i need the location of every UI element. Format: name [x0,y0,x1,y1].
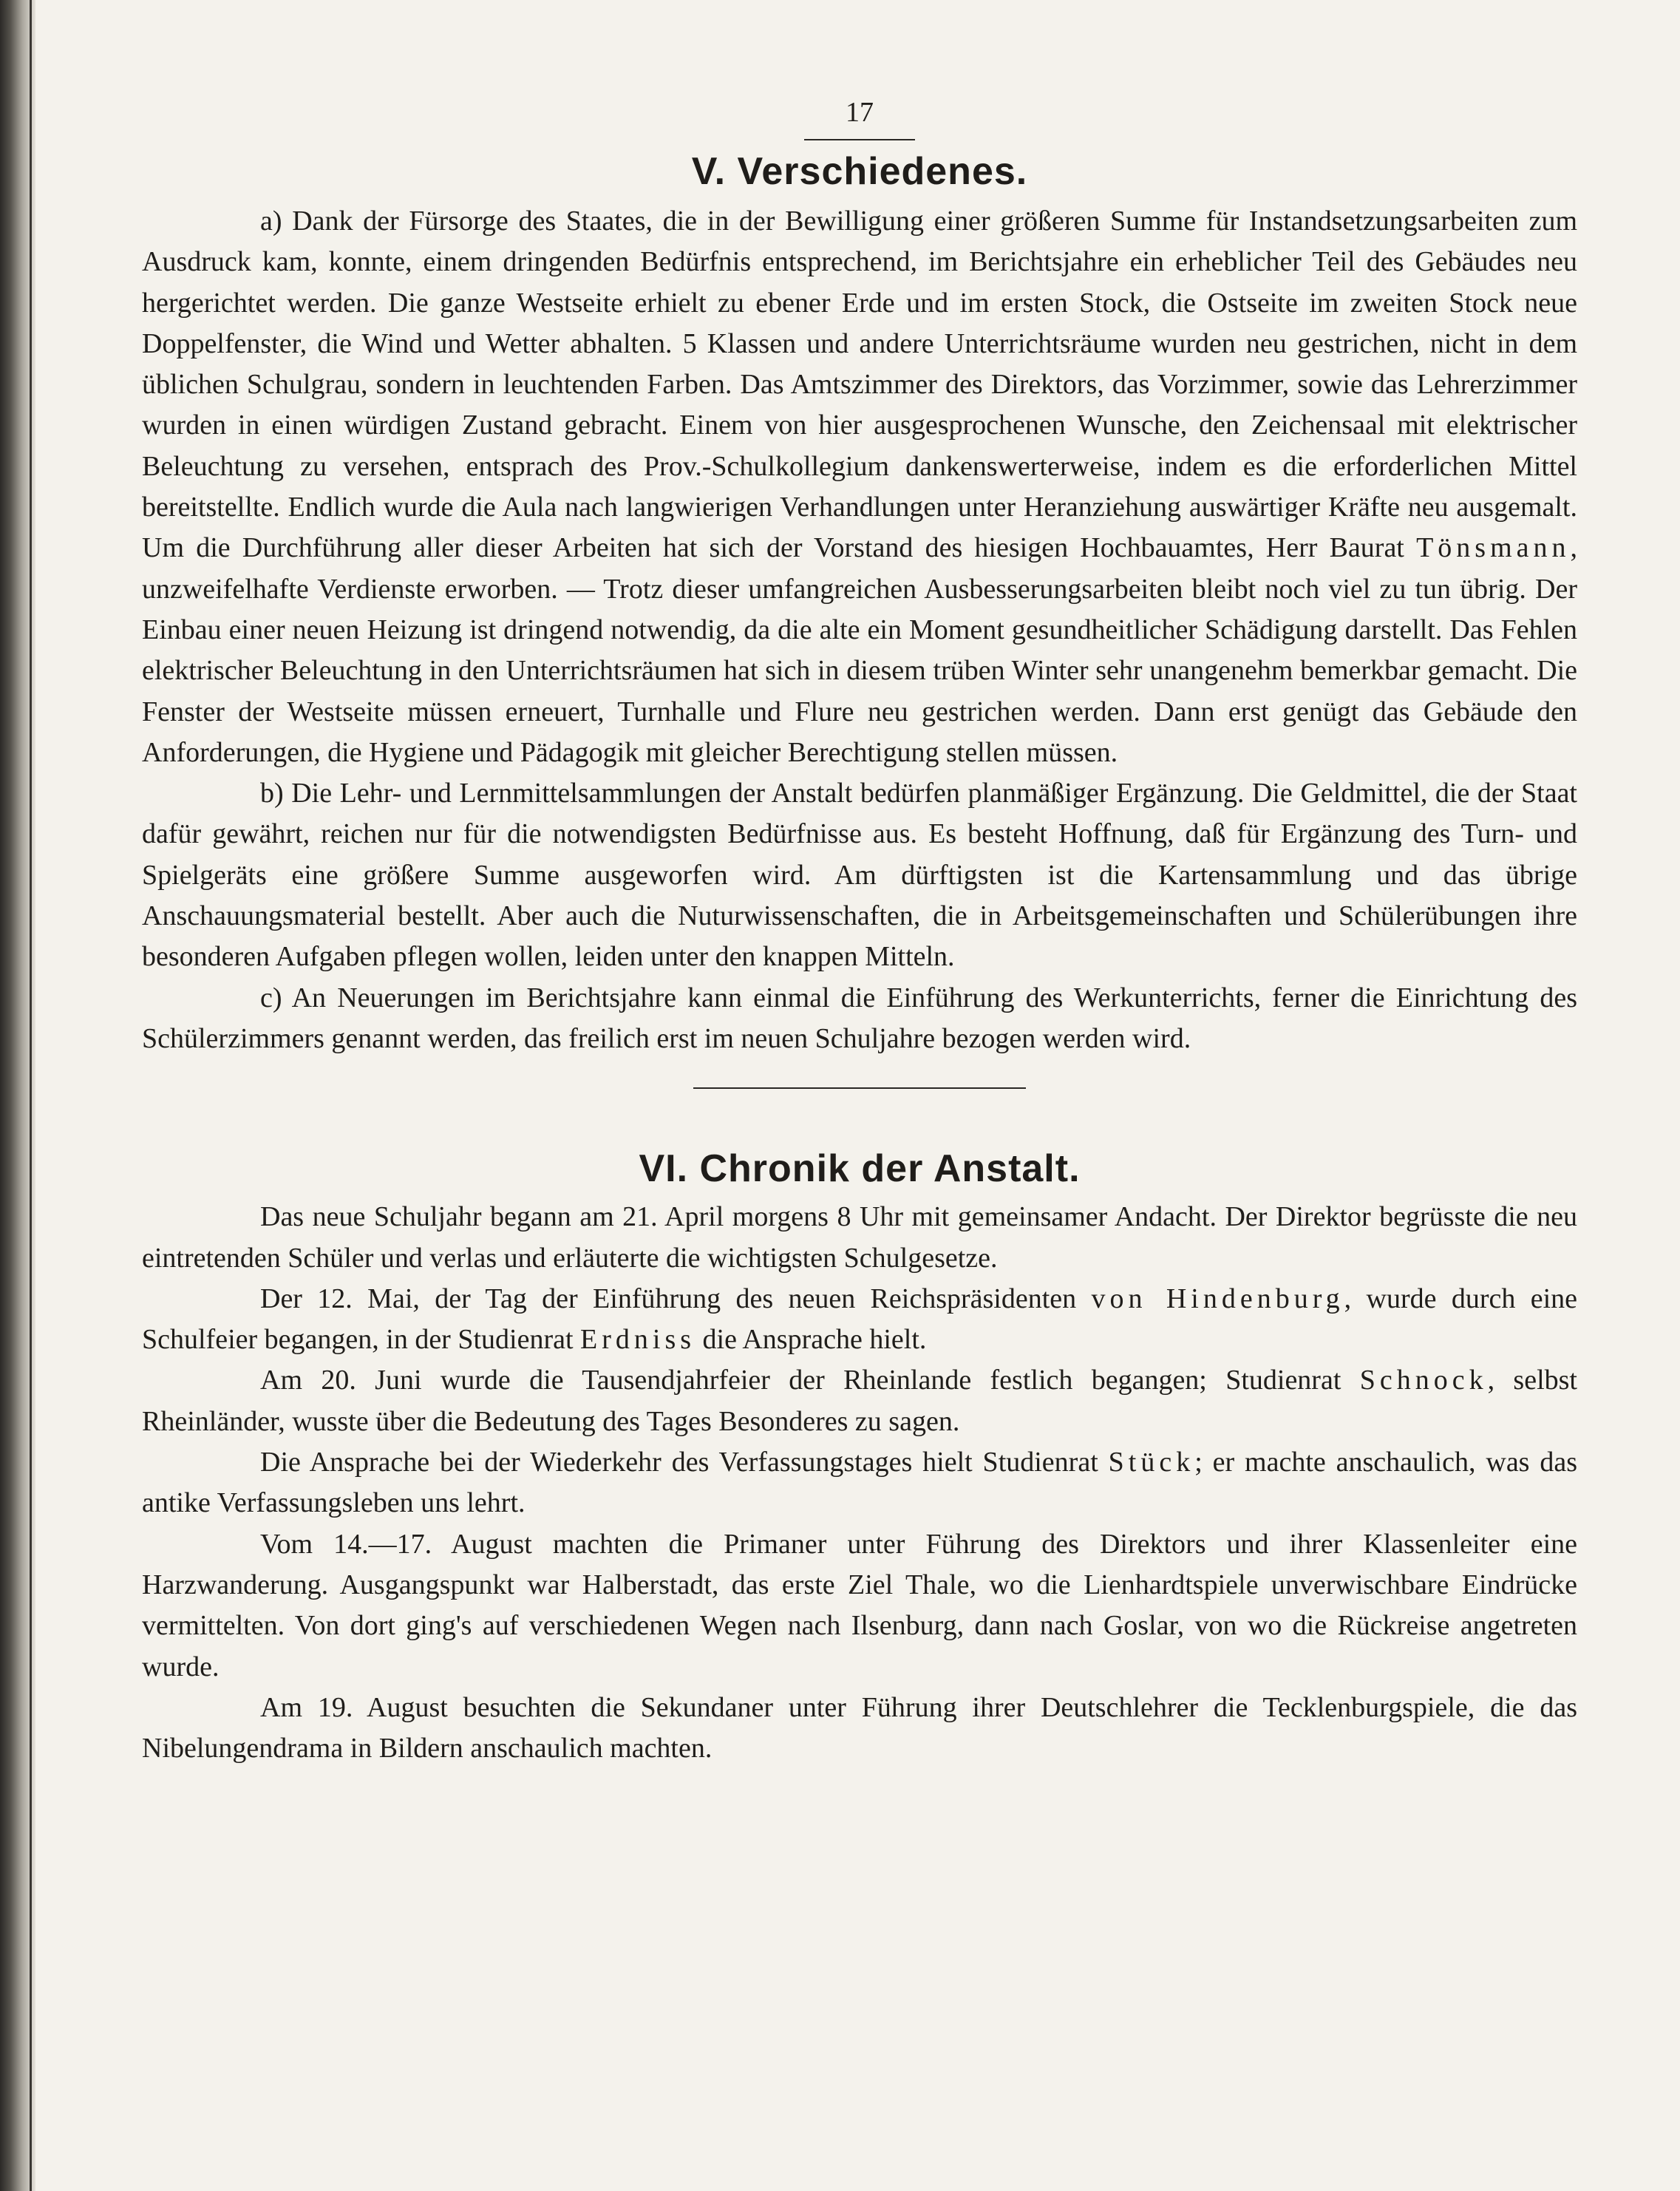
para-2-text-c: die Ansprache hielt. [696,1324,927,1356]
page-number: 17 [846,97,874,128]
para-3-text-a: Am 20. Juni wurde die Tausendjahrfeier der Rheinlande festlich begangen; Studienrat [260,1365,1360,1396]
name-stueck: Stück [1108,1447,1195,1478]
name-schnock: Schnock [1359,1365,1488,1396]
chronicle-paragraph-1: Das neue Schuljahr begann am 21. April morgens 8 Uhr mit gemeinsamer Andacht. Der Direktor begrüsste die neu eintretenden Schüler und verlas und erläuterte die wichtigsten Schulgesetze. [142,1201,1577,1274]
section-5-heading: V. Verschiedenes. [691,150,1028,193]
name-erdniss: Erdniss [580,1324,696,1356]
para-2-text-b: , wurde durch eine Schulfeier begangen, in der Studienrat [142,1283,1577,1356]
section-5-paragraph-c: c) An Neuerungen im Berichtsjahre kann einmal die Einführung des Werkunterrichts, ferner die Einrichtung des Schülerzimmers genannt werden, das freilich erst im neuen Schuljahre bezogen werden wird. [142,982,1577,1054]
para-a-rest: , unzweifelhafte Verdienste erworben. — Trotz dieser umfangreichen Ausbesserungsarbeiten bleibt noch viel zu tun übrig. Der Einbau einer neuen Heizung ist dringend notwendig, da die alte ein Moment gesundheitlicher Schädigung darstellt. Das Fehlen elektrischer Beleuchtung in den Unterrichtsräumen hat sich in diesem trüben Winter sehr unangenehm bemerkbar gemacht. Die Fenster der Westseite müssen erneuert, Turnhalle und Flure neu gestrichen werden. Dann erst genügt das Gebäude den Anforderungen, die Hygiene und Pädagogik mit gleicher Berechtigung stellen müssen. [142,532,1577,768]
section-6-heading: VI. Chronik der Anstalt. [639,1147,1081,1191]
chronicle-paragraph-3 [142,1360,1577,1442]
document-page [142,96,1577,1769]
section-5-paragraph-b: b) Die Lehr- und Lernmittelsammlungen der Anstalt bedürfen planmäßiger Ergänzung. Die Geldmittel, die der Staat dafür gewährt, reichen nur für die notwendigsten Bedürfnisse aus. Es besteht Hoffnung, daß für Ergänzung des Turn- und Spielgeräts eine größere Summe ausgeworfen wird. Am dürftigsten ist die Kartensammlung und das übrige Anschauungsmaterial bestellt. Aber auch die Nuturwissenschaften, die in Arbeitsgemeinschaften und Schülerübungen ihre besonderen Aufgaben pflegen wollen, leiden unter den knappen Mitteln. [142,778,1577,973]
para-3-text-b: , selbst Rheinländer, wusste über die Bedeutung des Tages Besonderes zu sagen. [142,1365,1577,1437]
chronicle-paragraph-2 [142,1279,1577,1361]
para-4-text-a: Die Ansprache bei der Wiederkehr des Verfassungstages hielt Studienrat [260,1447,1109,1478]
para-a-text: a) Dank der Fürsorge des Staates, die in der Bewilligung einer größeren Summe für Instandsetzungsarbeiten zum Ausdruck kam, konnte, einem dringenden Bedürfnis entsprechend, im Berichtsjahre ein erheblicher Teil des Gebäudes neu hergerichtet werden. Die ganze Westseite erhielt zu ebener Erde und im ersten Stock, die Ostseite im zweiten Stock neue Doppelfenster, die Wind und Wetter abhalten. 5 Klassen und andere Unterrichtsräume wurden neu gestrichen, nicht in dem üblichen Schulgrau, sondern in leuchtenden Farben. Das Amtszimmer des Direktors, das Vorzimmer, sowie das Lehrerzimmer wurden in einen würdigen Zustand gebracht. Einem von hier ausgesprochenen Wunsche, den Zeichensaal mit elektrischer Beleuchtung zu versehen, entsprach des Prov.-Schulkollegium dankenswerterweise, indem es die erforderlichen Mittel bereitstellte. Endlich wurde die Aula nach langwierigen Verhandlungen unter Heranziehung auswärtiger Kräfte neu ausgemalt. Um die Durchführung aller dieser Arbeiten hat sich der Vorstand des hiesigen Hochbauamtes, Herr Baurat [142,205,1577,564]
chronicle-paragraph-5: Vom 14.—17. August machten die Primaner unter Führung des Direktors und ihrer Klassenleiter eine Harzwanderung. Ausgangspunkt war Halberstadt, das erste Ziel Thale, wo die Lienhardtspiele unverwischbare Eindrücke vermittelten. Von dort ging's auf verschiedenen Wegen nach Ilsenburg, dann nach Goslar, von wo die Rückreise angetreten wurde. [142,1528,1577,1682]
chronicle-paragraph-4 [142,1442,1577,1524]
binding-line [30,0,32,2191]
section-divider [693,1087,1026,1089]
name-hindenburg: von Hindenburg [1091,1283,1344,1314]
name-toensmann: Tönsmann [1416,532,1571,564]
section-5-paragraph-a [142,201,1577,773]
para-4-text-b: ; er machte anschaulich, was das antike Verfassungsleben uns lehrt. [142,1447,1578,1519]
chronicle-paragraph-6: Am 19. August besuchten die Sekundaner unter Führung ihrer Deutschlehrer die Tecklenburgspiele, die das Nibelungendrama in Bildern anschaulich machten. [142,1691,1577,1764]
page-number-rule [804,139,915,140]
para-2-text-a: Der 12. Mai, der Tag der Einführung des neuen Reichspräsidenten [260,1283,1092,1314]
